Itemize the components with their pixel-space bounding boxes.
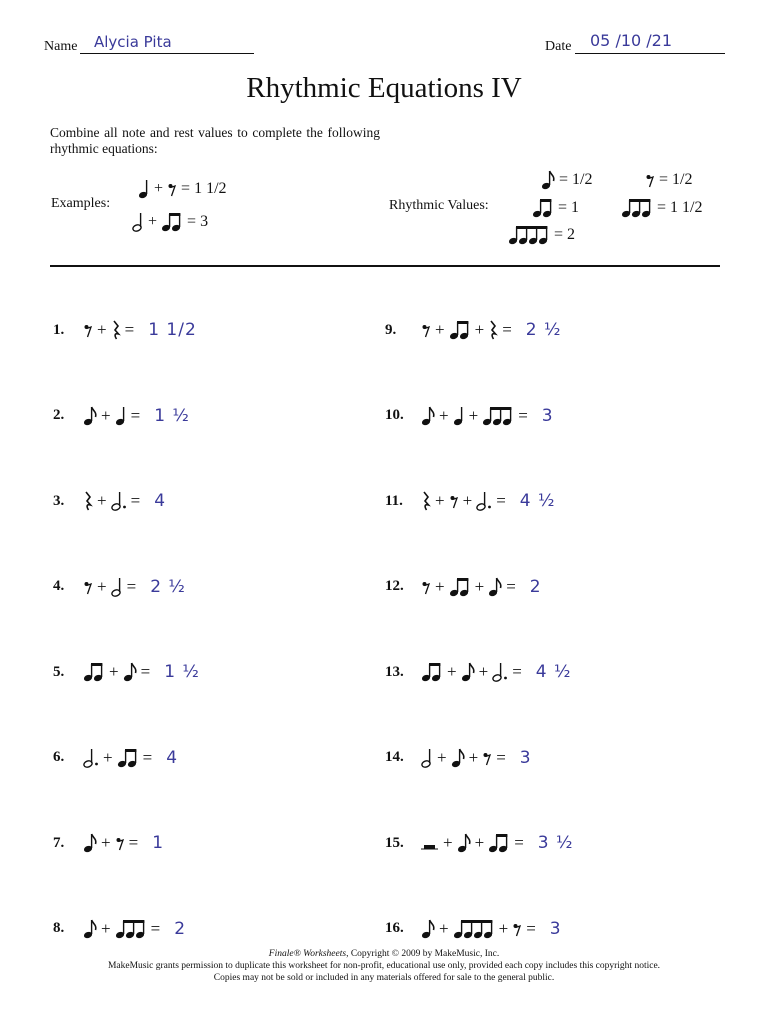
value-eighth-note bbox=[541, 169, 592, 196]
footer bbox=[0, 948, 768, 984]
problem-5 bbox=[53, 655, 200, 689]
problem-number: 7. bbox=[53, 834, 65, 851]
two-eighth-notes-icon bbox=[449, 319, 471, 341]
equation bbox=[421, 405, 554, 427]
equals-sign: = bbox=[150, 918, 161, 938]
plus-sign: + bbox=[439, 918, 449, 938]
plus-sign: + bbox=[474, 576, 485, 596]
plus-sign: + bbox=[101, 833, 111, 852]
date-label: Date bbox=[545, 39, 572, 54]
problem-number: 8. bbox=[53, 920, 65, 936]
eighth-rest-icon bbox=[167, 178, 177, 200]
plus-sign: + bbox=[97, 491, 107, 510]
problem-14 bbox=[385, 741, 532, 775]
eighth-rest-icon bbox=[115, 832, 125, 854]
date-field[interactable] bbox=[575, 31, 725, 54]
problem-3 bbox=[53, 484, 166, 518]
problem-10 bbox=[385, 399, 554, 433]
plus-sign: + bbox=[97, 576, 107, 596]
equation bbox=[421, 490, 555, 512]
footer-brand: Finale® Worksheets bbox=[268, 949, 347, 959]
problem-4 bbox=[53, 570, 186, 604]
equals-sign: = bbox=[526, 918, 536, 938]
answer-field[interactable]: 1 1/2 bbox=[148, 320, 197, 340]
plus-sign: + bbox=[154, 180, 164, 197]
eighth-note-icon bbox=[451, 747, 465, 769]
answer-field[interactable]: 2 bbox=[529, 576, 542, 597]
eighth-rest-icon bbox=[83, 576, 93, 598]
equals-sign: = bbox=[512, 662, 522, 681]
eighth-rest-icon bbox=[449, 490, 459, 512]
dotted-half-note-icon bbox=[476, 490, 492, 512]
problem-number: 10. bbox=[385, 407, 404, 423]
equation bbox=[421, 319, 561, 341]
plus-sign: + bbox=[474, 833, 485, 852]
answer-field[interactable]: 1 bbox=[152, 833, 165, 853]
problem-number: 13. bbox=[385, 663, 404, 680]
three-eighth-notes-icon bbox=[115, 918, 147, 940]
problem-7 bbox=[53, 826, 164, 860]
half-note-icon bbox=[421, 747, 433, 769]
equals-sign: = bbox=[126, 576, 137, 596]
equation bbox=[83, 405, 190, 427]
value-text: 1/2 bbox=[572, 171, 593, 188]
four-eighth-notes-icon bbox=[453, 918, 495, 940]
eighth-rest-icon bbox=[83, 319, 93, 341]
name-value: Alycia Pita bbox=[94, 33, 172, 51]
problem-number: 14. bbox=[385, 749, 404, 765]
equation bbox=[83, 832, 164, 854]
dotted-half-note-icon bbox=[111, 490, 127, 512]
plus-sign: + bbox=[101, 918, 111, 938]
two-eighth-notes-icon bbox=[117, 747, 139, 769]
equals-sign: = bbox=[502, 320, 512, 339]
eighth-note-icon bbox=[83, 832, 97, 854]
example-2 bbox=[132, 211, 208, 238]
examples-label: Examples: bbox=[51, 196, 111, 211]
eighth-note-icon bbox=[488, 576, 502, 598]
eighth-rest-icon bbox=[512, 918, 522, 940]
plus-sign: + bbox=[109, 662, 119, 681]
value-text: 2 bbox=[567, 226, 576, 243]
equals-sign: = bbox=[496, 491, 506, 510]
equals-sign: = bbox=[554, 226, 564, 243]
equals-sign: = bbox=[496, 747, 506, 767]
problem-12 bbox=[385, 570, 542, 604]
example-1 bbox=[138, 178, 227, 205]
quarter-rest-icon bbox=[83, 490, 93, 512]
problem-6 bbox=[53, 741, 178, 775]
answer-field[interactable]: 2 bbox=[174, 918, 187, 939]
quarter-note-icon bbox=[115, 405, 127, 427]
eighth-note-icon bbox=[123, 661, 137, 683]
equation bbox=[83, 918, 186, 940]
problem-2 bbox=[53, 399, 190, 433]
equation bbox=[83, 319, 197, 341]
plus-sign: + bbox=[97, 320, 107, 339]
equals-sign: = bbox=[142, 747, 153, 767]
answer-field[interactable]: 2 ½ bbox=[525, 320, 562, 340]
problem-number: 1. bbox=[53, 321, 65, 338]
equals-sign: = bbox=[128, 833, 139, 852]
three-eighth-notes-icon bbox=[482, 405, 514, 427]
two-eighth-notes-icon bbox=[421, 661, 443, 683]
half-rest-icon bbox=[421, 832, 439, 854]
name-field[interactable] bbox=[80, 35, 254, 54]
answer-field[interactable]: 1 ½ bbox=[164, 662, 200, 682]
problem-number: 12. bbox=[385, 578, 404, 594]
equals-sign: = bbox=[187, 213, 197, 230]
eighth-note-icon bbox=[421, 405, 435, 427]
three-eighth-notes-icon bbox=[621, 197, 653, 219]
eighth-rest-icon bbox=[645, 169, 655, 191]
plus-sign: + bbox=[148, 213, 158, 230]
value-text: 3 bbox=[200, 213, 209, 230]
answer-field[interactable]: 4 ½ bbox=[535, 662, 572, 682]
dotted-half-note-icon bbox=[492, 661, 508, 683]
eighth-note-icon bbox=[421, 918, 435, 940]
plus-sign: + bbox=[435, 576, 445, 596]
answer-field[interactable]: 2 ½ bbox=[150, 576, 186, 597]
answer-field[interactable]: 4 bbox=[166, 747, 179, 768]
equals-sign: = bbox=[506, 576, 516, 596]
problem-11 bbox=[385, 484, 555, 518]
half-note-icon bbox=[111, 576, 123, 598]
equation bbox=[421, 918, 562, 940]
two-eighth-notes-icon bbox=[488, 832, 510, 854]
quarter-note-icon bbox=[138, 178, 150, 200]
value-three-eighth-notes bbox=[621, 197, 702, 224]
value-two-eighth-notes bbox=[532, 197, 579, 224]
problem-9 bbox=[385, 313, 561, 347]
plus-sign: + bbox=[498, 918, 509, 938]
plus-sign: + bbox=[447, 662, 457, 681]
date-value: 05 /10 /21 bbox=[590, 31, 673, 50]
rhythmic-values-label: Rhythmic Values: bbox=[389, 198, 489, 213]
answer-field[interactable]: 3 bbox=[519, 747, 532, 768]
quarter-rest-icon bbox=[111, 319, 121, 341]
problem-number: 16. bbox=[385, 920, 404, 936]
plus-sign: + bbox=[462, 491, 473, 510]
problem-16 bbox=[385, 912, 562, 946]
plus-sign: + bbox=[474, 320, 485, 339]
equation bbox=[83, 490, 166, 512]
answer-field[interactable]: 3 ½ bbox=[537, 833, 574, 853]
value-eighth-rest bbox=[645, 169, 692, 196]
plus-sign: + bbox=[439, 405, 449, 425]
value-text: 1/2 bbox=[672, 171, 693, 188]
plus-sign: + bbox=[435, 320, 445, 339]
answer-field[interactable]: 1 ½ bbox=[154, 405, 190, 426]
eighth-rest-icon bbox=[421, 576, 431, 598]
equals-sign: = bbox=[181, 180, 191, 197]
equals-sign: = bbox=[514, 833, 524, 852]
problem-8 bbox=[53, 912, 186, 946]
problem-number: 3. bbox=[53, 492, 65, 509]
equals-sign: = bbox=[659, 171, 669, 188]
eighth-rest-icon bbox=[421, 319, 431, 341]
quarter-rest-icon bbox=[421, 490, 431, 512]
eighth-note-icon bbox=[83, 405, 97, 427]
footer-restriction: Copies may not be sold or included in any materials offered for sale to the general public. bbox=[213, 973, 555, 983]
two-eighth-notes-icon bbox=[161, 211, 183, 233]
quarter-note-icon bbox=[453, 405, 465, 427]
problem-number: 5. bbox=[53, 663, 65, 680]
answer-field[interactable]: 3 bbox=[541, 405, 554, 426]
equation bbox=[421, 576, 542, 598]
equation bbox=[421, 832, 573, 854]
equals-sign: = bbox=[130, 405, 141, 425]
plus-sign: + bbox=[468, 747, 479, 767]
two-eighth-notes-icon bbox=[532, 197, 554, 219]
dotted-half-note-icon bbox=[83, 747, 99, 769]
problem-13 bbox=[385, 655, 571, 689]
value-text: 1 bbox=[571, 199, 580, 216]
quarter-rest-icon bbox=[488, 319, 498, 341]
value-text: 1 1/2 bbox=[670, 199, 703, 216]
page-title: Rhythmic Equations IV bbox=[246, 72, 522, 104]
value-four-eighth-notes bbox=[508, 224, 575, 251]
problem-number: 4. bbox=[53, 578, 65, 594]
plus-sign: + bbox=[468, 405, 479, 425]
plus-sign: + bbox=[437, 747, 447, 767]
two-eighth-notes-icon bbox=[449, 576, 471, 598]
equation bbox=[83, 576, 186, 598]
problem-number: 11. bbox=[385, 492, 403, 509]
name-label: Name bbox=[44, 39, 78, 54]
value-text: 1 1/2 bbox=[194, 180, 227, 197]
problem-number: 6. bbox=[53, 749, 65, 765]
problem-number: 2. bbox=[53, 407, 65, 423]
problem-15 bbox=[385, 826, 573, 860]
problem-number: 15. bbox=[385, 834, 404, 851]
problem-1 bbox=[53, 313, 197, 347]
eighth-note-icon bbox=[541, 169, 555, 191]
footer-permission: MakeMusic grants permission to duplicate this worksheet for non-profit, educational use only, provided each copy includes this copyright notice. bbox=[107, 961, 661, 971]
half-note-icon bbox=[132, 211, 144, 233]
eighth-note-icon bbox=[83, 918, 97, 940]
plus-sign: + bbox=[443, 833, 453, 852]
equation bbox=[421, 747, 532, 769]
equation bbox=[421, 661, 571, 683]
equals-sign: = bbox=[124, 320, 135, 339]
equals-sign: = bbox=[559, 171, 569, 188]
plus-sign: + bbox=[101, 405, 111, 425]
eighth-note-icon bbox=[457, 832, 471, 854]
equation bbox=[83, 747, 178, 769]
answer-field[interactable]: 3 bbox=[549, 918, 562, 939]
plus-sign: + bbox=[435, 491, 445, 510]
equation bbox=[83, 661, 200, 683]
answer-field[interactable]: 4 ½ bbox=[519, 491, 556, 511]
equals-sign: = bbox=[130, 491, 141, 510]
four-eighth-notes-icon bbox=[508, 224, 550, 246]
answer-field[interactable]: 4 bbox=[154, 491, 167, 511]
equals-sign: = bbox=[558, 199, 568, 216]
equals-sign: = bbox=[657, 199, 667, 216]
instructions: Combine all note and rest values to complete the following rhythmic equations: bbox=[50, 125, 380, 156]
plus-sign: + bbox=[103, 747, 113, 767]
equals-sign: = bbox=[140, 662, 151, 681]
footer-copyright: , Copyright © 2009 by MakeMusic, Inc. bbox=[346, 949, 500, 959]
two-eighth-notes-icon bbox=[83, 661, 105, 683]
plus-sign: + bbox=[478, 662, 489, 681]
eighth-rest-icon bbox=[482, 747, 492, 769]
eighth-note-icon bbox=[461, 661, 475, 683]
problem-number: 9. bbox=[385, 321, 397, 338]
divider bbox=[50, 265, 720, 267]
equals-sign: = bbox=[518, 405, 528, 425]
